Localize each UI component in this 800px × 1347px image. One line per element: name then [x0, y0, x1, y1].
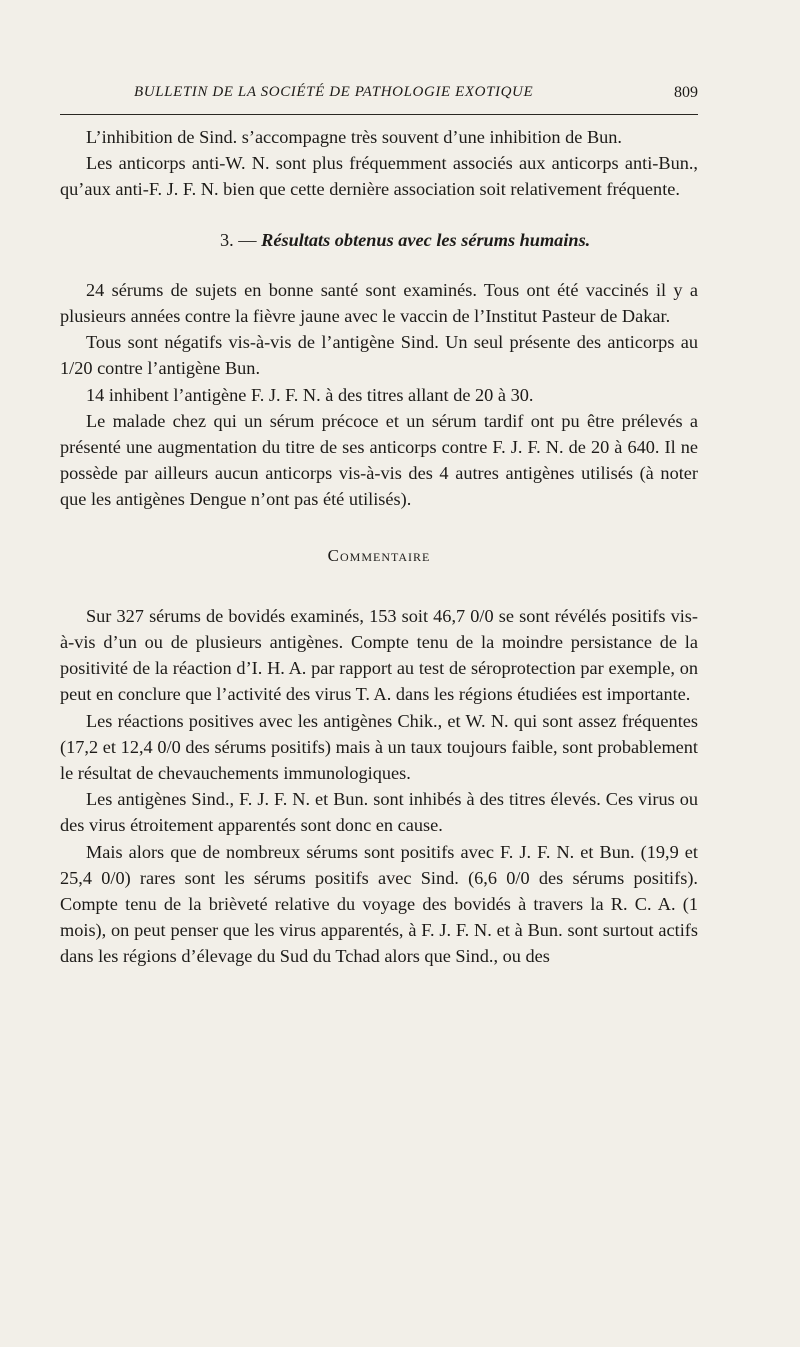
paragraph: Tous sont négatifs vis-à-vis de l’antigène Sind. Un seul présente des anticorps au 1/20 contre l’antigène Bun. — [60, 332, 698, 379]
paragraph: Les antigènes Sind., F. J. F. N. et Bun. sont inhibés à des titres élevés. Ces virus ou des virus étroitement apparentés sont donc en cause. — [60, 789, 698, 836]
running-header — [118, 84, 698, 108]
section-heading — [60, 227, 698, 253]
paragraph: Les réactions positives avec les antigènes Chik., et W. N. qui sont assez fréquentes (17,2 et 12,4 0/0 des sérums positifs) mais à un taux toujours faible, sont probablement le résultat de chevauchements immunologiques. — [60, 710, 698, 784]
journal-title: BULLETIN DE LA SOCIÉTÉ DE PATHOLOGIE EXOTIQUE — [134, 84, 534, 100]
paragraph: Le malade chez qui un sérum précoce et un sérum tardif ont pu être prélevés a présenté une augmentation du titre de ses anticorps contre F. J. F. N. de 20 à 640. Il ne possède par ailleurs aucun anticorps vis-à-vis des 4 autres antigènes utilisés (à noter que les antigènes Dengue n’ont pas été utilisés). — [60, 410, 698, 510]
header-rule — [60, 114, 698, 115]
section-number: 3. — — [220, 229, 262, 250]
page-number: 809 — [674, 84, 698, 101]
paragraph: 24 sérums de sujets en bonne santé sont examinés. Tous ont été vaccinés il y a plusieurs années contre la fièvre jaune avec le vaccin de l’Institut Pasteur de Dakar. — [60, 279, 698, 327]
paragraph: Mais alors que de nombreux sérums sont positifs avec F. J. F. N. et Bun. (19,9 et 25,4 0/0) rares sont les sérums positifs avec Sind. (6,6 0/0 des sérums positifs). Compte tenu de la brièveté relative du voyage des bovidés à travers la R. C. A. (1 mois), on peut penser que les virus apparentés, à F. J. F. N. et à Bun. sont surtout actifs dans les régions d’élevage du Sud du Tchad alors que Sind., ou des — [60, 841, 698, 967]
paragraph: Sur 327 sérums de bovidés examinés, 153 soit 46,7 0/0 se sont révélés positifs vis-à-vis d’un ou de plusieurs antigènes. Compte tenu de la moindre persistance de la positivité de la réaction d’I. H. A. par rapport au test de séroprotection par exemple, on peut en conclure que l’activité des virus T. A. dans les régions étudiées est importante. — [60, 605, 698, 705]
commentary-heading: Commentaire — [327, 545, 431, 565]
body-text — [60, 124, 698, 970]
paragraph: L’inhibition de Sind. s’accompagne très souvent d’une inhibition de Bun. — [86, 127, 623, 147]
paragraph: 14 inhibent l’antigène F. J. F. N. à des titres allant de 20 à 30. — [86, 384, 534, 405]
paragraph: Les anticorps anti-W. N. sont plus fréquemment associés aux anticorps anti-Bun., qu’aux anti-F. J. F. N. bien que cette dernière association soit relativement fréquente. — [60, 153, 698, 200]
section-title: Résultats obtenus avec les sérums humains. — [261, 229, 591, 250]
